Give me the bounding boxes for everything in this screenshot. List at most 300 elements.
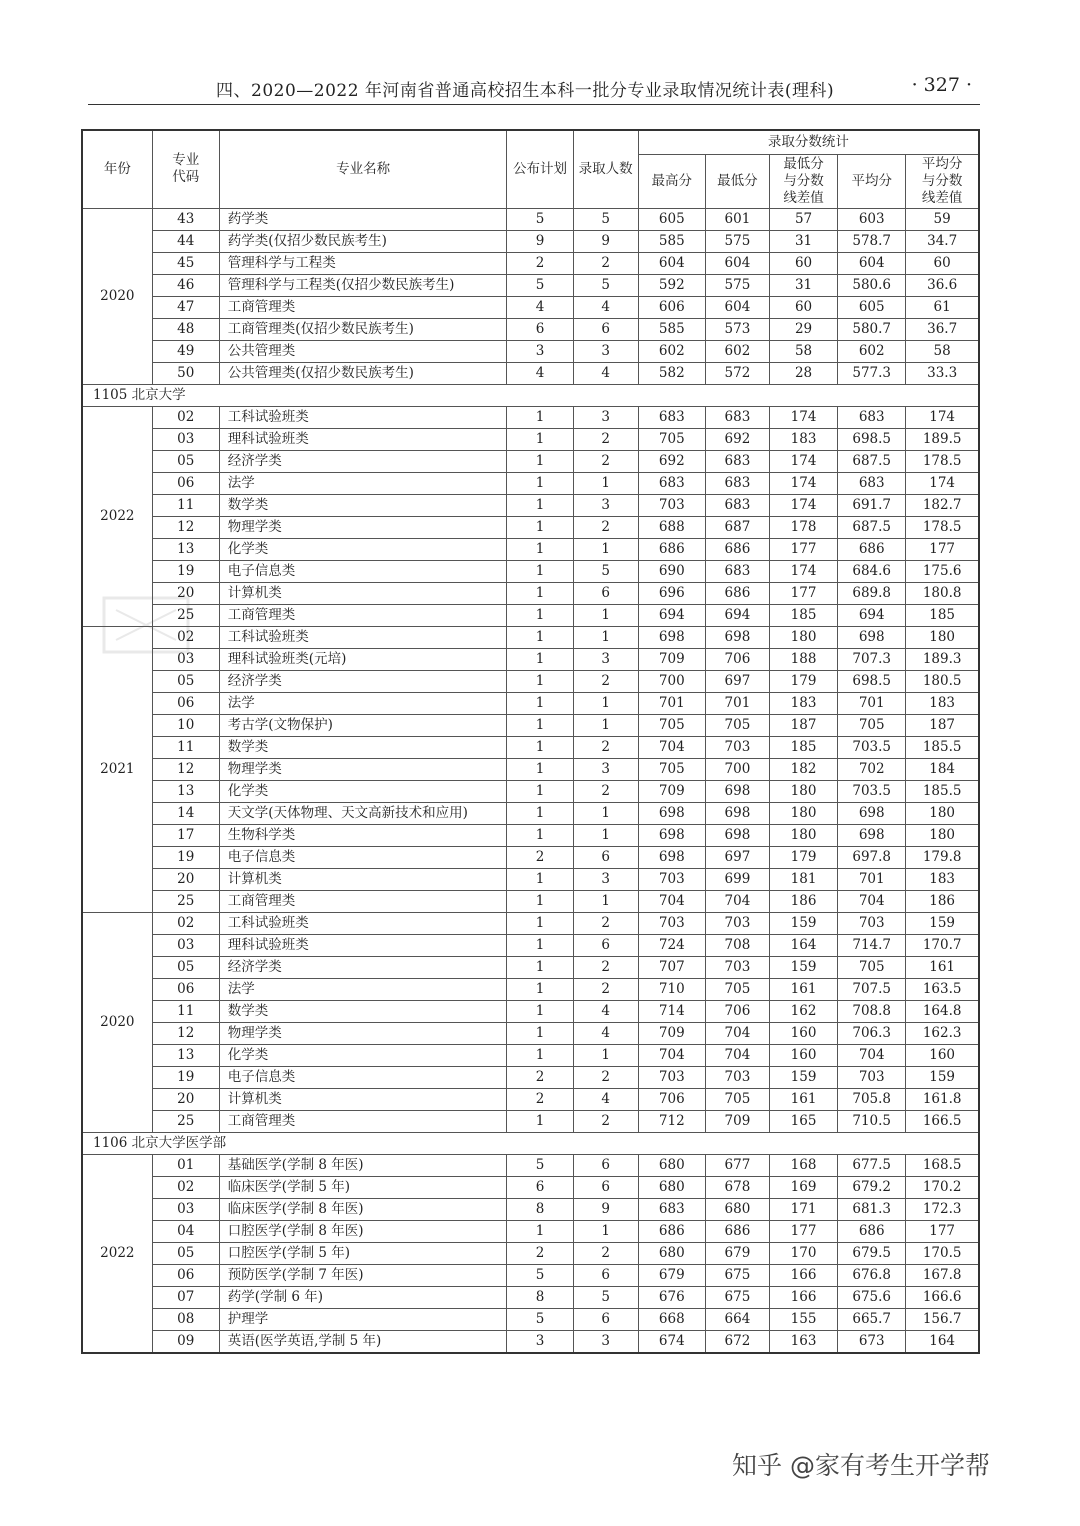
cell-admitted: 9 [573, 1198, 638, 1220]
admission-table [81, 129, 980, 1354]
cell-plan: 1 [507, 1000, 573, 1022]
cell-name: 法学 [219, 692, 507, 714]
table-row [82, 582, 979, 604]
cell-min: 698 [705, 780, 769, 802]
cell-avg_diff: 34.7 [906, 230, 979, 252]
cell-avg: 706.3 [838, 1022, 906, 1044]
cell-code: 11 [152, 1000, 219, 1022]
cell-max: 679 [638, 1264, 705, 1286]
cell-admitted: 3 [573, 868, 638, 890]
cell-avg_diff: 159 [906, 912, 979, 934]
cell-avg: 580.7 [838, 318, 906, 340]
cell-min: 686 [705, 538, 769, 560]
cell-code: 02 [152, 1176, 219, 1198]
cell-max: 698 [638, 824, 705, 846]
cell-min_diff: 159 [770, 956, 838, 978]
cell-code: 11 [152, 736, 219, 758]
table-row [82, 692, 979, 714]
cell-max: 705 [638, 428, 705, 450]
table-row [82, 956, 979, 978]
cell-admitted: 3 [573, 494, 638, 516]
cell-max: 605 [638, 208, 705, 230]
cell-min_diff: 182 [770, 758, 838, 780]
cell-name: 临床医学(学制 5 年) [219, 1176, 507, 1198]
cell-avg_diff: 164 [906, 1330, 979, 1353]
cell-max: 712 [638, 1110, 705, 1132]
cell-name: 管理科学与工程类 [219, 252, 507, 274]
cell-avg_diff: 33.3 [906, 362, 979, 384]
table-row [82, 1286, 979, 1308]
cell-min: 700 [705, 758, 769, 780]
cell-min_diff: 161 [770, 1088, 838, 1110]
cell-admitted: 1 [573, 1044, 638, 1066]
page-title: 四、2020—2022 年河南省普通高校招生本科一批分专业录取情况统计表(理科) [216, 81, 835, 101]
cell-max: 704 [638, 890, 705, 912]
cell-min_diff: 185 [770, 604, 838, 626]
header-avg: 平均分 [838, 154, 906, 208]
table-row [82, 714, 979, 736]
cell-min_diff: 174 [770, 494, 838, 516]
cell-name: 法学 [219, 978, 507, 1000]
cell-min: 692 [705, 428, 769, 450]
cell-avg_diff: 180.8 [906, 582, 979, 604]
cell-min_diff: 177 [770, 538, 838, 560]
table-row [82, 736, 979, 758]
cell-avg_diff: 182.7 [906, 494, 979, 516]
cell-min_diff: 31 [770, 230, 838, 252]
cell-max: 680 [638, 1154, 705, 1176]
cell-code: 13 [152, 1044, 219, 1066]
cell-min_diff: 185 [770, 736, 838, 758]
cell-avg_diff: 159 [906, 1066, 979, 1088]
section-row [82, 1132, 979, 1154]
cell-max: 688 [638, 516, 705, 538]
cell-min: 703 [705, 736, 769, 758]
cell-code: 25 [152, 890, 219, 912]
table-row [82, 1022, 979, 1044]
cell-name: 工科试验班类 [219, 912, 507, 934]
cell-admitted: 1 [573, 626, 638, 648]
cell-avg: 677.5 [838, 1154, 906, 1176]
cell-code: 07 [152, 1286, 219, 1308]
table-row [82, 824, 979, 846]
cell-avg: 694 [838, 604, 906, 626]
cell-min: 601 [705, 208, 769, 230]
cell-code: 13 [152, 780, 219, 802]
cell-admitted: 2 [573, 516, 638, 538]
header-score-group: 录取分数统计 [638, 130, 979, 154]
cell-name: 英语(医学英语,学制 5 年) [219, 1330, 507, 1353]
cell-min: 678 [705, 1176, 769, 1198]
cell-admitted: 1 [573, 472, 638, 494]
table-row [82, 1066, 979, 1088]
header-year: 年份 [82, 130, 152, 208]
cell-avg: 698 [838, 626, 906, 648]
cell-max: 683 [638, 406, 705, 428]
cell-avg: 602 [838, 340, 906, 362]
table-row [82, 274, 979, 296]
cell-min: 687 [705, 516, 769, 538]
cell-plan: 1 [507, 890, 573, 912]
cell-min_diff: 160 [770, 1044, 838, 1066]
cell-max: 602 [638, 340, 705, 362]
cell-avg_diff: 161 [906, 956, 979, 978]
cell-code: 06 [152, 692, 219, 714]
cell-avg: 683 [838, 406, 906, 428]
cell-code: 47 [152, 296, 219, 318]
cell-code: 45 [152, 252, 219, 274]
cell-avg: 684.6 [838, 560, 906, 582]
header-code: 专业代码 [152, 130, 219, 208]
cell-plan: 1 [507, 956, 573, 978]
cell-min_diff: 183 [770, 692, 838, 714]
cell-min: 705 [705, 1088, 769, 1110]
table-row [82, 1000, 979, 1022]
cell-min: 706 [705, 1000, 769, 1022]
cell-min: 708 [705, 934, 769, 956]
cell-min: 704 [705, 1044, 769, 1066]
cell-min: 703 [705, 956, 769, 978]
cell-avg_diff: 58 [906, 340, 979, 362]
cell-avg: 686 [838, 1220, 906, 1242]
cell-max: 694 [638, 604, 705, 626]
cell-min_diff: 177 [770, 1220, 838, 1242]
cell-min: 698 [705, 626, 769, 648]
cell-max: 683 [638, 472, 705, 494]
cell-avg_diff: 185.5 [906, 780, 979, 802]
cell-code: 49 [152, 340, 219, 362]
cell-min: 675 [705, 1286, 769, 1308]
cell-max: 710 [638, 978, 705, 1000]
cell-avg_diff: 179.8 [906, 846, 979, 868]
cell-avg_diff: 166.5 [906, 1110, 979, 1132]
cell-admitted: 5 [573, 208, 638, 230]
cell-plan: 1 [507, 978, 573, 1000]
cell-name: 数学类 [219, 494, 507, 516]
cell-max: 696 [638, 582, 705, 604]
footer-watermark: 知乎 @家有考生开学帮 [732, 1451, 990, 1480]
cell-plan: 1 [507, 516, 573, 538]
cell-avg_diff: 185 [906, 604, 979, 626]
cell-plan: 2 [507, 252, 573, 274]
cell-admitted: 9 [573, 230, 638, 252]
cell-name: 工科试验班类 [219, 406, 507, 428]
cell-min: 698 [705, 802, 769, 824]
cell-min_diff: 29 [770, 318, 838, 340]
cell-min: 705 [705, 978, 769, 1000]
cell-min_diff: 163 [770, 1330, 838, 1353]
cell-admitted: 2 [573, 780, 638, 802]
cell-name: 经济学类 [219, 450, 507, 472]
cell-min: 709 [705, 1110, 769, 1132]
cell-admitted: 6 [573, 934, 638, 956]
cell-avg_diff: 183 [906, 868, 979, 890]
cell-avg_diff: 36.7 [906, 318, 979, 340]
cell-avg: 578.7 [838, 230, 906, 252]
cell-max: 592 [638, 274, 705, 296]
cell-plan: 1 [507, 736, 573, 758]
cell-name: 公共管理类(仅招少数民族考生) [219, 362, 507, 384]
cell-max: 604 [638, 252, 705, 274]
cell-plan: 8 [507, 1198, 573, 1220]
table-row [82, 296, 979, 318]
cell-admitted: 1 [573, 714, 638, 736]
cell-avg: 683 [838, 472, 906, 494]
cell-admitted: 6 [573, 1154, 638, 1176]
cell-max: 704 [638, 736, 705, 758]
cell-min: 575 [705, 274, 769, 296]
cell-admitted: 2 [573, 736, 638, 758]
cell-max: 690 [638, 560, 705, 582]
cell-admitted: 3 [573, 758, 638, 780]
table-row [82, 1264, 979, 1286]
cell-name: 生物科学类 [219, 824, 507, 846]
cell-max: 585 [638, 318, 705, 340]
cell-name: 计算机类 [219, 1088, 507, 1110]
cell-code: 12 [152, 758, 219, 780]
cell-min: 573 [705, 318, 769, 340]
cell-avg: 687.5 [838, 450, 906, 472]
cell-max: 701 [638, 692, 705, 714]
cell-admitted: 1 [573, 604, 638, 626]
cell-plan: 1 [507, 670, 573, 692]
cell-plan: 3 [507, 340, 573, 362]
cell-name: 理科试验班类 [219, 428, 507, 450]
table-row [82, 230, 979, 252]
table-row [82, 670, 979, 692]
cell-avg_diff: 185.5 [906, 736, 979, 758]
cell-admitted: 1 [573, 1220, 638, 1242]
cell-admitted: 6 [573, 1308, 638, 1330]
cell-min: 706 [705, 648, 769, 670]
cell-code: 48 [152, 318, 219, 340]
cell-avg_diff: 59 [906, 208, 979, 230]
cell-min: 686 [705, 1220, 769, 1242]
cell-code: 02 [152, 626, 219, 648]
cell-min_diff: 57 [770, 208, 838, 230]
cell-admitted: 6 [573, 318, 638, 340]
header-min-diff: 最低分与分数线差值 [770, 154, 838, 208]
table-row [82, 340, 979, 362]
cell-max: 704 [638, 1044, 705, 1066]
cell-plan: 4 [507, 362, 573, 384]
cell-code: 19 [152, 846, 219, 868]
cell-avg: 703.5 [838, 736, 906, 758]
cell-admitted: 6 [573, 582, 638, 604]
cell-name: 电子信息类 [219, 1066, 507, 1088]
cell-name: 化学类 [219, 780, 507, 802]
cell-min_diff: 174 [770, 406, 838, 428]
cell-admitted: 6 [573, 846, 638, 868]
cell-admitted: 2 [573, 450, 638, 472]
cell-avg_diff: 180 [906, 802, 979, 824]
cell-code: 17 [152, 824, 219, 846]
cell-code: 03 [152, 428, 219, 450]
cell-avg: 603 [838, 208, 906, 230]
cell-avg: 689.8 [838, 582, 906, 604]
cell-code: 14 [152, 802, 219, 824]
cell-admitted: 3 [573, 648, 638, 670]
table-row [82, 252, 979, 274]
cell-plan: 5 [507, 1308, 573, 1330]
table-row [82, 560, 979, 582]
cell-min: 683 [705, 560, 769, 582]
section-row [82, 384, 979, 406]
cell-min_diff: 178 [770, 516, 838, 538]
cell-code: 02 [152, 406, 219, 428]
cell-name: 法学 [219, 472, 507, 494]
cell-code: 03 [152, 1198, 219, 1220]
cell-avg_diff: 166.6 [906, 1286, 979, 1308]
cell-admitted: 6 [573, 1264, 638, 1286]
cell-name: 药学类 [219, 208, 507, 230]
cell-avg: 681.3 [838, 1198, 906, 1220]
cell-name: 天文学(天体物理、天文高新技术和应用) [219, 802, 507, 824]
cell-admitted: 3 [573, 1330, 638, 1353]
cell-min: 704 [705, 1022, 769, 1044]
cell-min_diff: 183 [770, 428, 838, 450]
cell-max: 714 [638, 1000, 705, 1022]
table-row [82, 1110, 979, 1132]
cell-min_diff: 174 [770, 472, 838, 494]
cell-avg: 707.3 [838, 648, 906, 670]
cell-plan: 5 [507, 208, 573, 230]
cell-name: 工商管理类 [219, 604, 507, 626]
cell-min_diff: 174 [770, 450, 838, 472]
cell-max: 686 [638, 538, 705, 560]
cell-min: 683 [705, 494, 769, 516]
header-rule [88, 104, 980, 105]
cell-max: 680 [638, 1176, 705, 1198]
cell-code: 01 [152, 1154, 219, 1176]
cell-name: 化学类 [219, 1044, 507, 1066]
cell-avg_diff: 177 [906, 1220, 979, 1242]
cell-admitted: 1 [573, 802, 638, 824]
cell-code: 02 [152, 912, 219, 934]
cell-plan: 1 [507, 1220, 573, 1242]
cell-max: 668 [638, 1308, 705, 1330]
cell-max: 703 [638, 1066, 705, 1088]
cell-code: 10 [152, 714, 219, 736]
cell-admitted: 6 [573, 1176, 638, 1198]
cell-plan: 5 [507, 274, 573, 296]
table-row [82, 868, 979, 890]
cell-code: 06 [152, 1264, 219, 1286]
cell-avg: 702 [838, 758, 906, 780]
table-row [82, 208, 979, 230]
cell-avg_diff: 175.6 [906, 560, 979, 582]
cell-min: 575 [705, 230, 769, 252]
cell-avg_diff: 168.5 [906, 1154, 979, 1176]
cell-min_diff: 60 [770, 296, 838, 318]
cell-name: 口腔医学(学制 8 年医) [219, 1220, 507, 1242]
cell-plan: 6 [507, 1176, 573, 1198]
cell-code: 20 [152, 582, 219, 604]
cell-plan: 2 [507, 1242, 573, 1264]
table-row [82, 318, 979, 340]
cell-min_diff: 170 [770, 1242, 838, 1264]
cell-avg_diff: 189.3 [906, 648, 979, 670]
cell-plan: 1 [507, 934, 573, 956]
cell-plan: 5 [507, 1154, 573, 1176]
table-row [82, 1154, 979, 1176]
cell-avg: 686 [838, 538, 906, 560]
cell-avg_diff: 178.5 [906, 516, 979, 538]
cell-min_diff: 162 [770, 1000, 838, 1022]
cell-min_diff: 58 [770, 340, 838, 362]
cell-code: 50 [152, 362, 219, 384]
cell-admitted: 2 [573, 912, 638, 934]
cell-code: 12 [152, 1022, 219, 1044]
cell-name: 预防医学(学制 7 年医) [219, 1264, 507, 1286]
cell-max: 709 [638, 1022, 705, 1044]
cell-avg: 679.5 [838, 1242, 906, 1264]
running-head [88, 76, 980, 100]
table-row [82, 1176, 979, 1198]
cell-name: 工商管理类 [219, 1110, 507, 1132]
cell-min_diff: 174 [770, 560, 838, 582]
cell-avg: 701 [838, 868, 906, 890]
cell-min: 664 [705, 1308, 769, 1330]
cell-admitted: 2 [573, 670, 638, 692]
cell-min: 680 [705, 1198, 769, 1220]
cell-min: 705 [705, 714, 769, 736]
cell-min: 683 [705, 450, 769, 472]
table-row [82, 1242, 979, 1264]
cell-avg_diff: 170.7 [906, 934, 979, 956]
table-row [82, 1308, 979, 1330]
cell-min_diff: 180 [770, 626, 838, 648]
table-row [82, 934, 979, 956]
cell-avg_diff: 156.7 [906, 1308, 979, 1330]
cell-name: 药学类(仅招少数民族考生) [219, 230, 507, 252]
cell-plan: 1 [507, 406, 573, 428]
cell-name: 数学类 [219, 1000, 507, 1022]
cell-avg: 665.7 [838, 1308, 906, 1330]
cell-plan: 1 [507, 868, 573, 890]
cell-avg: 698.5 [838, 428, 906, 450]
cell-min_diff: 179 [770, 670, 838, 692]
cell-avg_diff: 184 [906, 758, 979, 780]
cell-avg: 697.8 [838, 846, 906, 868]
cell-avg_diff: 183 [906, 692, 979, 714]
header-min: 最低分 [705, 154, 769, 208]
cell-avg: 691.7 [838, 494, 906, 516]
cell-min: 683 [705, 472, 769, 494]
cell-avg_diff: 167.8 [906, 1264, 979, 1286]
cell-avg: 698 [838, 802, 906, 824]
cell-name: 经济学类 [219, 956, 507, 978]
cell-avg: 687.5 [838, 516, 906, 538]
cell-plan: 1 [507, 472, 573, 494]
cell-min_diff: 166 [770, 1264, 838, 1286]
cell-plan: 1 [507, 714, 573, 736]
cell-min_diff: 180 [770, 780, 838, 802]
cell-admitted: 2 [573, 252, 638, 274]
cell-avg: 707.5 [838, 978, 906, 1000]
table-row [82, 1198, 979, 1220]
cell-admitted: 2 [573, 1110, 638, 1132]
cell-avg: 675.6 [838, 1286, 906, 1308]
cell-admitted: 4 [573, 1088, 638, 1110]
cell-min_diff: 164 [770, 934, 838, 956]
cell-avg: 708.8 [838, 1000, 906, 1022]
cell-min_diff: 155 [770, 1308, 838, 1330]
cell-avg: 577.3 [838, 362, 906, 384]
cell-plan: 1 [507, 824, 573, 846]
cell-min_diff: 177 [770, 582, 838, 604]
cell-plan: 1 [507, 648, 573, 670]
